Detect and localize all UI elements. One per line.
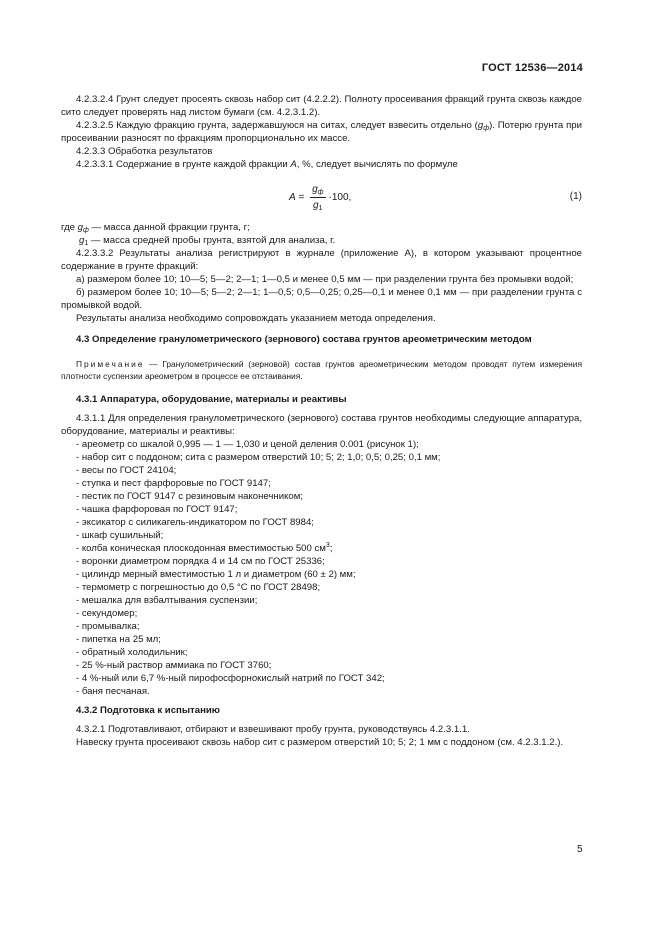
formula-expression [289,179,351,215]
formula-lhs: A [289,191,296,203]
list-item: - пестик по ГОСТ 9147 с резиновым наконечником; [76,491,303,502]
paragraph-4-2-3-3-2: 4.2.3.3.2 Результаты анализа регистрируют в журнале (приложение А), в котором указывают процентное содержание в грунте фракций: [61,248,582,272]
results-item-b: б) размером более 10; 10—5; 5—2; 2—1; 1—0,5; 0,5—0,25; 0,25—0,1 и менее 0,1 мм — при разделении грунта с промывкой водой. [61,287,582,311]
list-item: - термометр с погрешностью до 0,5 °С по ГОСТ 28498; [76,582,321,593]
document-body [61,93,582,749]
list-item: - 25 %-ный раствор аммиака по ГОСТ 3760; [76,660,272,671]
list-item: - пипетка на 25 мл; [76,634,161,645]
list-item: - набор сит с поддоном; сита с размером отверстий 10; 5; 2; 1,0; 0,5; 0,25; 0,1 мм; [76,452,441,463]
paragraph-4-2-3-2-4: 4.2.3.2.4 Грунт следует просеять сквозь набор сит (4.2.2.2). Полноту просеивания фракций грунта сквозь каждое сито следует проверять над листом бумаги (см. 4.2.3.1.2). [61,94,582,118]
list-item: - ареометр со шкалой 0,995 — 1 — 1,030 и ценой деления 0.001 (рисунок 1); [76,439,419,450]
section-heading-4-3-2: 4.3.2 Подготовка к испытанию [76,705,220,716]
list-item: - промывалка; [76,621,140,632]
formula-1 [61,179,582,215]
variable-g: g [79,235,85,246]
text-fragment: — масса средней пробы грунта, взятой для анализа, г. [88,235,336,246]
text-fragment: где [61,222,78,233]
list-item: - 4 %-ный или 6,7 %-ный пирофосфорнокислый натрий по ГОСТ 342; [76,673,385,684]
list-item: - весы по ГОСТ 24104; [76,465,177,476]
note-label: Примечание [76,359,145,369]
list-item: - баня песчаная. [76,686,150,697]
list-item: - ступка и пест фарфоровые по ГОСТ 9147; [76,478,271,489]
superscript: 3 [325,542,330,549]
subscript: 1 [84,240,89,247]
note-text: — Гранулометрический (зерновой) состав грунтов ареометрическим методом проводят путем измерения плотности суспензии ареометром в процессе ее отстаивания. [61,359,582,381]
list-item-flask [61,542,582,555]
document-code-header: ГОСТ 12536—2014 [481,62,583,74]
note-4-3 [61,358,582,382]
list-item: - обратный холодильник; [76,647,188,658]
numerator-var: g [312,183,318,195]
paragraph-4-2-3-2-5 [61,119,582,145]
page-number: 5 [577,844,583,855]
formula-equals: = [295,191,308,203]
subscript: ф [483,125,490,132]
denominator-sub: 1 [318,204,323,212]
numerator-sub: ф [317,188,324,196]
text-fragment: ; [329,543,333,554]
text-fragment: — масса данной фракции грунта, г; [88,222,250,233]
text-fragment: ). Потерю грунта при просеивании разносят по фракциям пропорционально их массе. [61,120,582,144]
paragraph-4-2-3-3: 4.2.3.3 Обработка результатов [76,146,213,157]
formula-rhs: ·100, [328,191,352,203]
text-fragment: , %, следует вычислять по формуле [296,159,458,170]
variable-g: g [77,222,84,233]
list-item: - мешалка для взбалтывания суспензии; [76,595,258,606]
variable-g: g [477,120,484,131]
text-fragment: - колба коническая плоскодонная вместимостью 500 см [76,543,326,554]
paragraph-4-3-2-1: 4.3.2.1 Подготавливают, отбирают и взвешивают пробу грунта, руководствуясь 4.2.3.1.1. [76,724,470,735]
section-heading-4-3: 4.3 Определение гранулометрического (зернового) состава грунтов ареометрическим методом [76,334,532,345]
where-line-1 [61,221,582,234]
list-item: - секундомер; [76,608,138,619]
section-heading-4-3-1: 4.3.1 Аппаратура, оборудование, материалы и реактивы [76,394,347,405]
fraction-numerator [310,183,325,198]
formula-fraction [310,183,325,212]
variable-A: A [290,159,297,170]
list-item: - чашка фарфоровая по ГОСТ 9147; [76,504,238,515]
where-line-2 [61,234,582,247]
results-note: Результаты анализа необходимо сопровождать указанием метода определения. [76,313,436,324]
fraction-denominator [313,198,322,212]
list-item: - цилиндр мерный вместимостью 1 л и диаметром (60 ± 2) мм; [76,569,356,580]
results-item-a: а) размером более 10; 10—5; 5—2; 2—1; 1—0,5 и менее 0,5 мм — при разделении грунта без промывки водой; [76,274,574,285]
list-item: - воронки диаметром порядка 4 и 14 см по ГОСТ 25336; [76,556,325,567]
paragraph-4-3-1-1: 4.3.1.1 Для определения гранулометрического (зернового) состава грунтов необходимы следующие аппаратура, оборудование, материалы и реактивы: [61,413,582,437]
formula-number: (1) [569,191,582,202]
equipment-list [61,438,582,698]
text-fragment: 4.2.3.3.1 Содержание в грунте каждой фракции [76,159,291,170]
list-item: - эксикатор с силикагель-индикатором по ГОСТ 8984; [76,517,314,528]
text-fragment: 4.2.3.2.5 Каждую фракцию грунта, задержавшуюся на ситах, следует взвесить отдельно ( [76,120,478,131]
list-item: - шкаф сушильный; [76,530,164,541]
paragraph-4-3-2-1-cont: Навеску грунта просеивают сквозь набор сит с размером отверстий 10; 5; 2; 1 мм с поддоном (см. 4.2.3.1.2.). [76,737,564,748]
subscript: ф [83,227,89,234]
paragraph-4-2-3-3-1 [61,158,582,171]
denominator-var: g [313,199,319,211]
